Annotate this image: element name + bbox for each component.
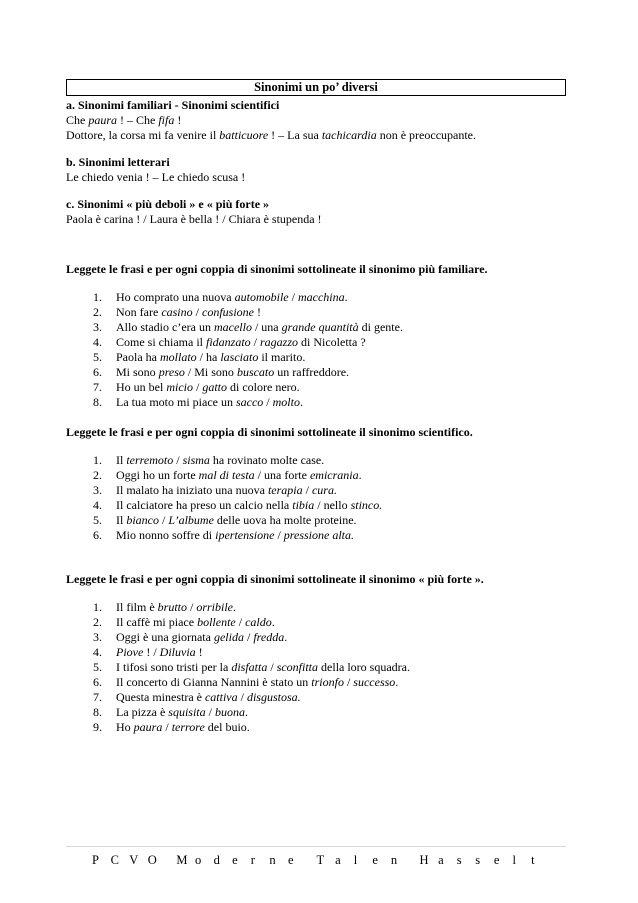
sentence-text: .: [233, 600, 237, 614]
sentence-text: Allo stadio c’era un: [116, 320, 214, 334]
exercise-item: [66, 453, 576, 468]
sentence-text: /: [250, 335, 260, 349]
synonym-word: fifa: [158, 113, 175, 127]
item-number: 6.: [93, 365, 102, 379]
footer-divider: [66, 846, 566, 847]
sentence-text: .: [344, 290, 348, 304]
item-number: 4.: [93, 498, 102, 512]
intro-section: [66, 98, 576, 227]
synonym-word: sisma: [182, 453, 210, 467]
sentence-text: Il caffè mi piace: [116, 615, 198, 629]
synonym-word: emicrania: [309, 468, 359, 482]
sentence-text: .: [358, 468, 362, 482]
sentence-text: Ho comprato una nuova: [116, 290, 235, 304]
sentence-text: /: [237, 690, 247, 704]
sentence-text: /: [193, 380, 203, 394]
exercise-familiar: [66, 262, 576, 410]
exercise-item: [66, 335, 576, 350]
synonym-word: micio: [166, 380, 193, 394]
footer-text: [92, 853, 542, 868]
item-number: 4.: [93, 645, 102, 659]
sentence-text: di gente.: [358, 320, 403, 334]
sentence-text: Paola è carina ! / Laura è bella ! / Chiara è stupenda !: [66, 212, 322, 226]
synonym-word: gelida: [213, 630, 244, 644]
sentence-text: ! – La sua: [268, 128, 322, 142]
sentence-text: di colore nero.: [227, 380, 300, 394]
synonym-word: molto: [272, 395, 300, 409]
exercise-title: Leggete le frasi e per ogni coppia di sinonimi sottolineate il sinonimo scientifico.: [66, 425, 473, 439]
synonym-word: buona: [214, 705, 245, 719]
sentence-text: Il calciatore ha preso un calcio nella: [116, 498, 293, 512]
synonym-word: ragazzo: [260, 335, 299, 349]
sentence-text: il marito.: [258, 350, 306, 364]
exercise-item: [66, 305, 576, 320]
footer-letter: d: [213, 853, 220, 867]
synonym-word: bollente: [197, 615, 236, 629]
sentence-text: Oggi ho un forte: [116, 468, 199, 482]
sentence-text: /: [274, 528, 284, 542]
item-number: 5.: [93, 660, 102, 674]
item-number: 3.: [93, 630, 102, 644]
sentence-text: Oggi è una giornata: [116, 630, 214, 644]
exercise-item: [66, 720, 576, 735]
synonym-word: automobile: [234, 290, 289, 304]
sentence-text: un raffreddore.: [274, 365, 350, 379]
synonym-word: bianco: [126, 513, 160, 527]
sentence-text: !: [174, 113, 182, 127]
sentence-text: /: [288, 290, 298, 304]
sentence-text: / nello: [314, 498, 351, 512]
footer-letter: t: [531, 853, 535, 867]
sentence-text: Il: [116, 513, 127, 527]
sentence-text: !: [254, 305, 261, 319]
item-number: 3.: [93, 320, 102, 334]
synonym-word: successo: [353, 675, 396, 689]
synonym-word: tibia: [292, 498, 315, 512]
footer-letter: e: [493, 853, 500, 867]
item-number: 2.: [93, 615, 102, 629]
synonym-word: casino: [161, 305, 193, 319]
footer-letter: [410, 853, 420, 868]
spacer: [66, 185, 576, 197]
spacer: [66, 143, 576, 155]
exercise-item: [66, 350, 576, 365]
synonym-word: stinco.: [350, 498, 383, 512]
footer-letter: a: [335, 853, 341, 867]
sentence-text: Il: [116, 453, 127, 467]
sentence-text: /: [187, 600, 197, 614]
exercise-item: [66, 365, 576, 380]
footer-letter: n: [390, 853, 398, 867]
synonym-word: sconfitta: [276, 660, 319, 674]
exercise-stronger: [66, 572, 576, 735]
footer-letter: e: [232, 853, 238, 867]
footer-letter: e: [287, 853, 294, 867]
item-number: 1.: [93, 290, 102, 304]
footer-letter: M: [176, 853, 188, 867]
footer-letter: O: [147, 853, 157, 867]
sentence-text: I tifosi sono tristi per la: [116, 660, 232, 674]
synonym-word: terrore: [171, 720, 205, 734]
sentence-text: Come si chiama il: [116, 335, 206, 349]
sentence-text: Il malato ha iniziato una nuova: [116, 483, 268, 497]
sentence-text: ha rovinato molte case.: [209, 453, 325, 467]
sentence-text: !: [195, 645, 203, 659]
exercise-item: [66, 320, 576, 335]
exercise-item: [66, 468, 576, 483]
sentence-text: /: [235, 615, 246, 629]
section-c-example: [66, 212, 576, 227]
exercise-list: [66, 600, 576, 735]
sentence-text: /: [173, 453, 183, 467]
section-a-example-1: [66, 113, 576, 128]
synonym-word: squisita: [168, 705, 206, 719]
exercise-item: [66, 395, 576, 410]
exercise-item: [66, 290, 576, 305]
exercise-item: [66, 645, 576, 660]
item-number: 5.: [93, 350, 102, 364]
sentence-text: Ho: [116, 720, 134, 734]
item-number: 8.: [93, 705, 102, 719]
section-b-heading: b. Sinonimi letterari: [66, 155, 170, 169]
footer-letter: l: [353, 853, 358, 867]
sentence-text: La tua moto mi piace un: [116, 395, 236, 409]
exercise-item: [66, 513, 576, 528]
footer-letter: r: [250, 853, 255, 867]
synonym-word: paura: [88, 113, 118, 127]
sentence-text: Che: [66, 113, 89, 127]
synonym-word: mal di testa: [198, 468, 255, 482]
synonym-word: terremoto: [126, 453, 174, 467]
sentence-text: Questa minestra è: [116, 690, 205, 704]
sentence-text: / ha: [196, 350, 221, 364]
sentence-text: /: [162, 720, 172, 734]
sentence-text: .: [395, 675, 399, 689]
synonym-word: caldo: [245, 615, 272, 629]
footer-letter: n: [269, 853, 276, 867]
footer-letter: s: [475, 853, 481, 867]
item-number: 4.: [93, 335, 102, 349]
footer-letter: [166, 853, 176, 868]
sentence-text: /: [205, 705, 215, 719]
sentence-text: della loro squadra.: [318, 660, 410, 674]
sentence-text: /: [263, 395, 273, 409]
sentence-text: del buio.: [204, 720, 250, 734]
footer-letter: l: [512, 853, 516, 867]
sentence-text: ! – Che: [117, 113, 159, 127]
synonym-word: ipertensione: [215, 528, 275, 542]
footer-letter: C: [110, 853, 119, 867]
sentence-text: ! /: [143, 645, 160, 659]
synonym-word: Diluvia: [159, 645, 196, 659]
sentence-text: /: [243, 630, 254, 644]
item-number: 5.: [93, 513, 102, 527]
exercise-item: [66, 483, 576, 498]
sentence-text: / una forte: [254, 468, 310, 482]
synonym-word: paura: [133, 720, 163, 734]
synonym-word: terapia: [267, 483, 303, 497]
section-c-heading: c. Sinonimi « più deboli » e « più forte »: [66, 197, 270, 211]
synonym-word: preso: [158, 365, 185, 379]
exercise-item: [66, 630, 576, 645]
exercise-item: [66, 675, 576, 690]
synonym-word: lasciato: [220, 350, 259, 364]
exercise-item: [66, 690, 576, 705]
footer-letter: H: [419, 853, 429, 867]
sentence-text: Dottore, la corsa mi fa venire il: [66, 128, 220, 142]
synonym-word: macello: [213, 320, 252, 334]
section-a-heading: a. Sinonimi familiari - Sinonimi scientifici: [66, 98, 280, 112]
synonym-word: grande quantità: [281, 320, 359, 334]
synonym-word: batticuore: [219, 128, 269, 142]
synonym-word: fredda: [253, 630, 285, 644]
document-title: Sinonimi un po’ diversi: [66, 79, 566, 96]
exercise-item: [66, 528, 576, 543]
exercise-list: [66, 290, 576, 410]
item-number: 2.: [93, 305, 102, 319]
footer-letter: a: [438, 853, 444, 867]
sentence-text: Il film è: [116, 600, 158, 614]
item-number: 3.: [93, 483, 102, 497]
footer-letter: e: [372, 853, 378, 867]
sentence-text: Mio nonno soffre di: [116, 528, 216, 542]
sentence-text: Le chiedo venia ! – Le chiedo scusa !: [66, 170, 246, 184]
item-number: 9.: [93, 720, 102, 734]
sentence-text: /: [343, 675, 354, 689]
footer-letter: s: [456, 853, 462, 867]
footer-letter: V: [129, 853, 139, 867]
synonym-word: tachicardia: [321, 128, 377, 142]
item-number: 1.: [93, 453, 102, 467]
synonym-word: trionfo: [311, 675, 344, 689]
synonym-word: brutto: [157, 600, 187, 614]
exercise-item: [66, 380, 576, 395]
exercise-item: [66, 600, 576, 615]
item-number: 2.: [93, 468, 102, 482]
exercise-item: [66, 615, 576, 630]
sentence-text: La pizza è: [116, 705, 169, 719]
footer-letter: o: [194, 853, 202, 867]
sentence-text: Il concerto di Gianna Nannini è stato un: [116, 675, 312, 689]
synonym-word: sacco: [235, 395, 264, 409]
item-number: 8.: [93, 395, 102, 409]
exercise-item: [66, 705, 576, 720]
synonym-word: mollato: [160, 350, 197, 364]
sentence-text: Paola ha: [116, 350, 160, 364]
exercise-list: [66, 453, 576, 543]
section-a-example-2: [66, 128, 576, 143]
exercise-title: Leggete le frasi e per ogni coppia di sinonimi sottolineate il sinonimo più familiare.: [66, 262, 488, 276]
sentence-text: .: [299, 395, 303, 409]
sentence-text: delle uova ha molte proteine.: [213, 513, 357, 527]
section-b-example: [66, 170, 576, 185]
sentence-text: /: [192, 305, 202, 319]
sentence-text: di Nicoletta ?: [298, 335, 366, 349]
footer-letter: P: [92, 853, 99, 867]
sentence-text: .: [244, 705, 248, 719]
sentence-text: /: [302, 483, 312, 497]
item-number: 7.: [93, 380, 102, 394]
synonym-word: fidanzato: [205, 335, 251, 349]
synonym-word: buscato: [236, 365, 275, 379]
item-number: 1.: [93, 600, 102, 614]
sentence-text: .: [271, 615, 275, 629]
exercise-item: [66, 498, 576, 513]
synonym-word: Piove: [116, 645, 144, 659]
synonym-word: confusione: [202, 305, 254, 319]
synonym-word: L’albume: [168, 513, 214, 527]
sentence-text: /: [267, 660, 277, 674]
synonym-word: disgustosa.: [246, 690, 301, 704]
footer-letter: T: [316, 853, 325, 867]
sentence-text: Non fare: [116, 305, 162, 319]
synonym-word: cattiva: [204, 690, 238, 704]
synonym-word: cura.: [311, 483, 337, 497]
item-number: 7.: [93, 690, 102, 704]
exercise-scientific: [66, 425, 576, 543]
synonym-word: gatto: [202, 380, 228, 394]
sentence-text: non è preoccupante.: [376, 128, 477, 142]
sentence-text: Ho un bel: [116, 380, 167, 394]
synonym-word: orribile: [196, 600, 234, 614]
footer-letter: [307, 853, 317, 868]
sentence-text: /: [159, 513, 169, 527]
sentence-text: / Mi sono: [184, 365, 237, 379]
synonym-word: pressione alta.: [283, 528, 354, 542]
exercise-title: Leggete le frasi e per ogni coppia di sinonimi sottolineate il sinonimo « più forte ».: [66, 572, 484, 586]
exercise-item: [66, 660, 576, 675]
synonym-word: disfatta: [231, 660, 268, 674]
item-number: 6.: [93, 528, 102, 542]
sentence-text: .: [284, 630, 288, 644]
sentence-text: Mi sono: [116, 365, 159, 379]
item-number: 6.: [93, 675, 102, 689]
sentence-text: / una: [251, 320, 282, 334]
synonym-word: macchina: [297, 290, 345, 304]
